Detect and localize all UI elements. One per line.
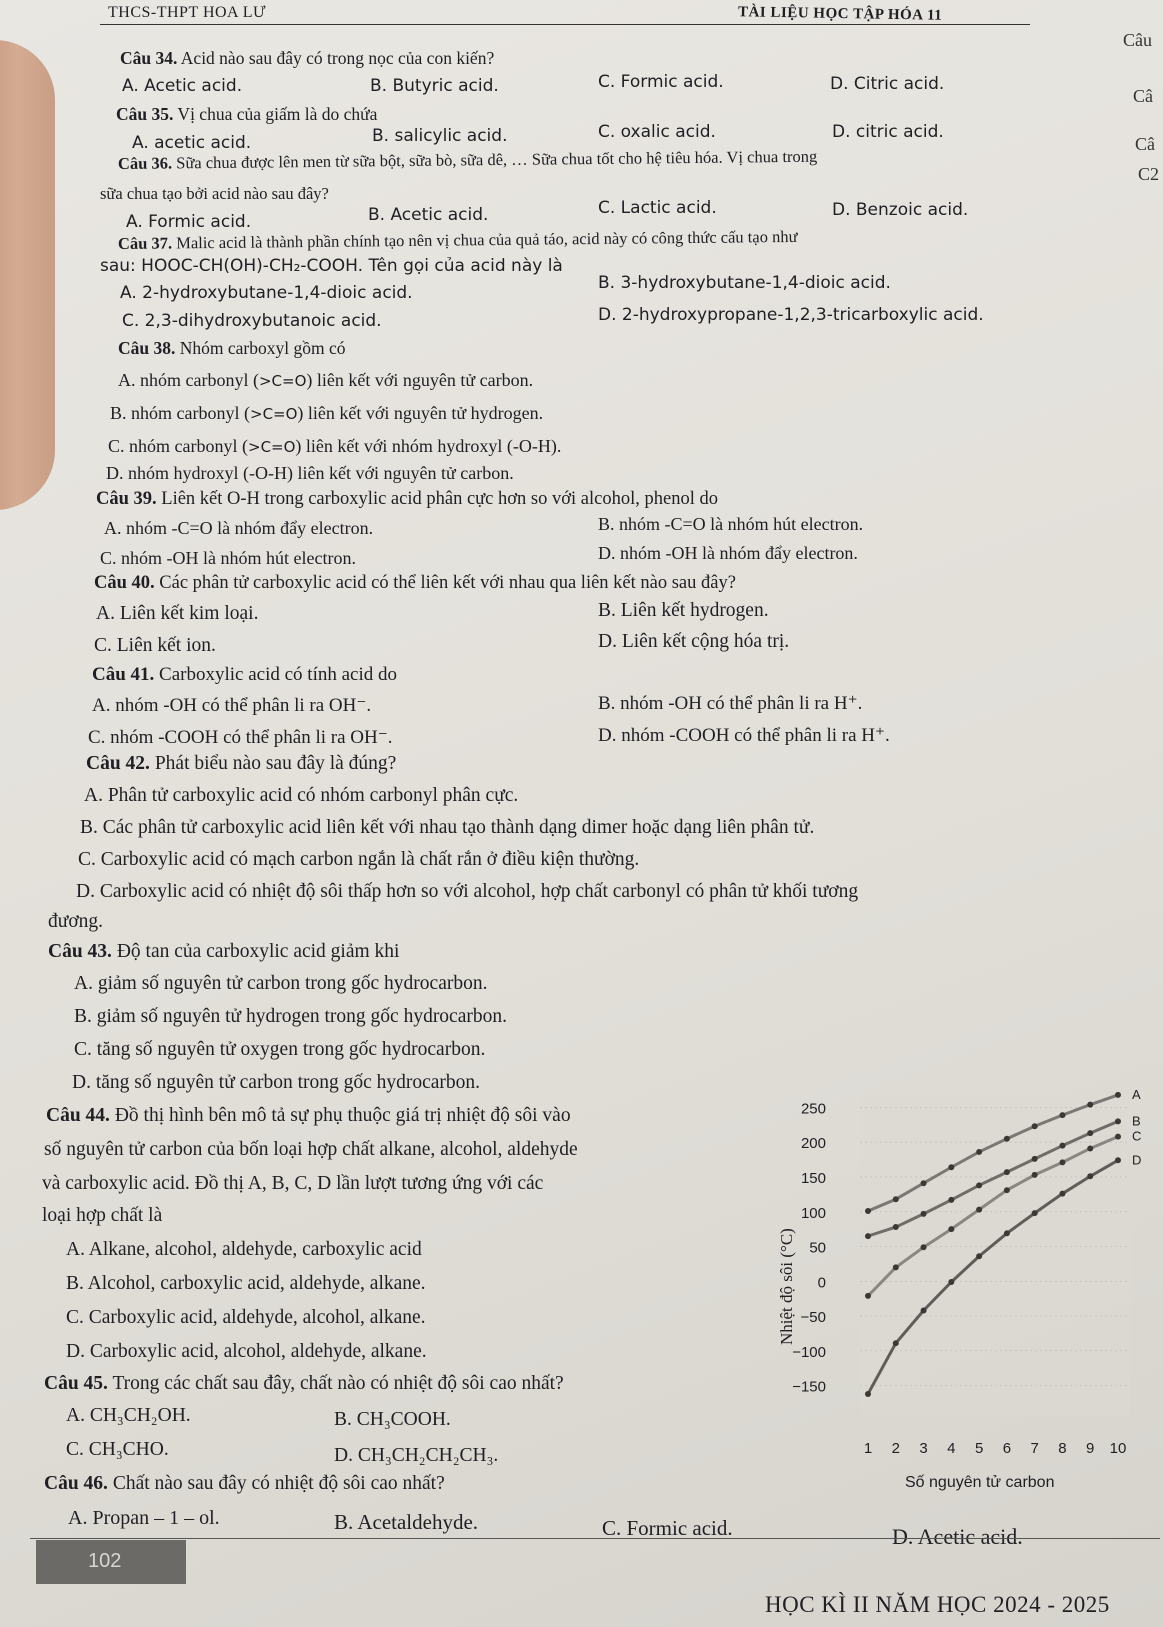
data-point-A bbox=[1004, 1136, 1010, 1142]
x-tick-label: 4 bbox=[947, 1440, 956, 1457]
option-46a: A. Propan – 1 – ol. bbox=[68, 1507, 220, 1529]
option-37c: C. 2,3-dihydroxybutanoic acid. bbox=[122, 311, 382, 331]
y-tick-label: 100 bbox=[800, 1204, 826, 1222]
option-35c: C. oxalic acid. bbox=[598, 122, 716, 142]
option-44a: A. Alkane, alcohol, aldehyde, carboxylic acid bbox=[66, 1239, 422, 1260]
option-40d: D. Liên kết cộng hóa trị. bbox=[598, 631, 790, 652]
data-point-A bbox=[865, 1208, 871, 1214]
option-34d: D. Citric acid. bbox=[830, 74, 945, 94]
data-point-B bbox=[1059, 1143, 1065, 1149]
option-42a: A. Phân tử carboxylic acid có nhóm carbonyl phân cực. bbox=[84, 785, 519, 806]
option-40c: C. Liên kết ion. bbox=[94, 635, 216, 656]
question-37-cont: sau: HOOC-CH(OH)-CH₂-COOH. Tên gọi của acid này là bbox=[100, 256, 563, 276]
series-label-A: A bbox=[1132, 1086, 1141, 1102]
option-38b: B. nhóm carbonyl (>C=O) liên kết với nguyên tử hydrogen. bbox=[110, 403, 544, 423]
data-point-B bbox=[948, 1197, 954, 1203]
x-tick-label: 8 bbox=[1058, 1440, 1067, 1457]
option-36a: A. Formic acid. bbox=[126, 212, 252, 232]
option-41a: A. nhóm -OH có thể phân li ra OH⁻. bbox=[92, 695, 372, 716]
data-point-A bbox=[948, 1164, 954, 1170]
option-46d: D. Acetic acid. bbox=[892, 1524, 1023, 1549]
series-label-D: D bbox=[1132, 1152, 1142, 1168]
data-point-B bbox=[893, 1224, 899, 1230]
option-43d: D. tăng số nguyên tử carbon trong gốc hydrocarbon. bbox=[72, 1072, 481, 1093]
data-point-D bbox=[1087, 1173, 1093, 1179]
x-tick-label: 6 bbox=[1002, 1440, 1012, 1457]
option-41d: D. nhóm -COOH có thể phân li ra H⁺. bbox=[598, 725, 890, 746]
option-36c: C. Lactic acid. bbox=[598, 198, 717, 218]
option-40a: A. Liên kết kim loại. bbox=[96, 603, 259, 624]
option-45a: A. CH₃CH₂OH. bbox=[66, 1405, 191, 1426]
option-34a: A. Acetic acid. bbox=[122, 76, 243, 96]
data-point-D bbox=[1032, 1210, 1038, 1216]
option-37d: D. 2-hydroxypropane-1,2,3-tricarboxylic acid. bbox=[598, 305, 984, 325]
question-44-cont: số nguyên tử carbon của bốn loại hợp chất alkane, alcohol, aldehyde bbox=[44, 1139, 578, 1160]
data-point-C bbox=[893, 1264, 899, 1270]
data-point-C bbox=[1032, 1172, 1038, 1178]
data-point-A bbox=[1087, 1102, 1093, 1108]
y-tick-label: 0 bbox=[817, 1274, 826, 1292]
data-point-B bbox=[1032, 1156, 1038, 1162]
question-40: Câu 40. Các phân tử carboxylic acid có thể liên kết với nhau qua liên kết nào sau đây? bbox=[94, 573, 736, 593]
option-41c: C. nhóm -COOH có thể phân li ra OH⁻. bbox=[88, 727, 393, 748]
data-point-C bbox=[976, 1207, 982, 1213]
option-35d: D. citric acid. bbox=[832, 122, 944, 142]
data-point-B bbox=[1115, 1118, 1121, 1124]
data-point-D bbox=[976, 1253, 982, 1259]
data-point-A bbox=[893, 1196, 899, 1202]
option-39a: A. nhóm -C=O là nhóm đẩy electron. bbox=[104, 518, 374, 538]
option-45b: B. CH₃COOH. bbox=[334, 1409, 451, 1430]
question-44-cont: loại hợp chất là bbox=[42, 1205, 163, 1226]
y-tick-label: −150 bbox=[792, 1378, 826, 1396]
option-44b: B. Alcohol, carboxylic acid, aldehyde, alkane. bbox=[66, 1273, 426, 1294]
data-point-C bbox=[1115, 1134, 1121, 1140]
x-tick-label: 1 bbox=[863, 1440, 873, 1457]
data-point-C bbox=[1004, 1187, 1010, 1193]
y-tick-label: −100 bbox=[792, 1343, 826, 1361]
y-tick-label: 150 bbox=[800, 1169, 826, 1187]
y-tick-label: −50 bbox=[800, 1309, 826, 1327]
option-41b: B. nhóm -OH có thể phân li ra H⁺. bbox=[598, 693, 863, 714]
option-39b: B. nhóm -C=O là nhóm hút electron. bbox=[598, 514, 864, 534]
carbonyl-symbol: >C=O bbox=[258, 372, 307, 390]
margin-fragment: Câu bbox=[1123, 30, 1152, 50]
option-46c: C. Formic acid. bbox=[602, 1516, 733, 1540]
carbonyl-symbol: >C=O bbox=[247, 438, 296, 456]
x-tick-label: 10 bbox=[1109, 1440, 1127, 1457]
boiling-point-chart bbox=[777, 1085, 1160, 1491]
question-45: Câu 45. Trong các chất sau đây, chất nào có nhiệt độ sôi cao nhất? bbox=[44, 1373, 564, 1394]
option-44d: D. Carboxylic acid, alcohol, aldehyde, alkane. bbox=[66, 1341, 427, 1362]
option-40b: B. Liên kết hydrogen. bbox=[598, 600, 769, 621]
data-point-B bbox=[921, 1211, 927, 1217]
x-tick-label: 2 bbox=[891, 1440, 900, 1457]
data-point-B bbox=[976, 1182, 982, 1188]
option-38d: D. nhóm hydroxyl (-O-H) liên kết với nguyên tử carbon. bbox=[106, 463, 514, 483]
series-label-C: C bbox=[1132, 1128, 1142, 1144]
option-43a: A. giảm số nguyên tử carbon trong gốc hydrocarbon. bbox=[74, 973, 488, 994]
data-point-D bbox=[1004, 1230, 1010, 1236]
question-36-cont: sữa chua tạo bởi acid nào sau đây? bbox=[100, 184, 329, 203]
option-43c: C. tăng số nguyên tử oxygen trong gốc hydrocarbon. bbox=[74, 1039, 486, 1060]
question-42: Câu 42. Phát biểu nào sau đây là đúng? bbox=[86, 753, 397, 774]
data-point-A bbox=[1059, 1112, 1065, 1118]
finger-shadow bbox=[0, 40, 55, 510]
option-35a: A. acetic acid. bbox=[132, 133, 252, 153]
y-tick-label: 50 bbox=[809, 1239, 826, 1257]
x-tick-label: 3 bbox=[919, 1440, 928, 1457]
data-point-C bbox=[948, 1226, 954, 1232]
option-35b: B. salicylic acid. bbox=[372, 126, 508, 146]
x-axis-label: Số nguyên tử carbon bbox=[905, 1474, 1055, 1491]
margin-fragment: Câ bbox=[1133, 86, 1153, 106]
question-38: Câu 38. Nhóm carboxyl gồm có bbox=[118, 338, 346, 358]
option-43b: B. giảm số nguyên tử hydrogen trong gốc hydrocarbon. bbox=[74, 1006, 507, 1027]
page-number-badge bbox=[36, 1540, 186, 1584]
question-46: Câu 46. Chất nào sau đây có nhiệt độ sôi cao nhất? bbox=[44, 1473, 445, 1494]
document-title: TÀI LIỆU HỌC TẬP HÓA 11 bbox=[737, 4, 943, 24]
option-36b: B. Acetic acid. bbox=[368, 205, 489, 225]
data-point-B bbox=[865, 1233, 871, 1239]
option-45d: D. CH₃CH₂CH₂CH₃. bbox=[334, 1445, 499, 1466]
option-42d-cont: đương. bbox=[48, 911, 104, 932]
option-42c: C. Carboxylic acid có mạch carbon ngắn là chất rắn ở điều kiện thường. bbox=[78, 849, 640, 870]
data-point-D bbox=[1115, 1157, 1121, 1163]
option-37b: B. 3-hydroxybutane-1,4-dioic acid. bbox=[598, 273, 891, 293]
data-point-A bbox=[921, 1180, 927, 1186]
question-43: Câu 43. Độ tan của carboxylic acid giảm khi bbox=[48, 941, 400, 962]
x-tick-label: 7 bbox=[1030, 1440, 1039, 1457]
option-45c: C. CH₃CHO. bbox=[66, 1439, 169, 1460]
page-header bbox=[0, 2, 1163, 28]
data-point-C bbox=[1059, 1159, 1065, 1165]
option-44c: C. Carboxylic acid, aldehyde, alcohol, alkane. bbox=[66, 1307, 426, 1328]
option-39d: D. nhóm -OH là nhóm đẩy electron. bbox=[598, 543, 858, 563]
option-46b: B. Acetaldehyde. bbox=[334, 1510, 479, 1534]
question-36: Câu 36. Sữa chua được lên men từ sữa bột, sữa bò, sữa dê, … Sữa chua tốt cho hệ tiêu hóa. Vị chua trong bbox=[117, 146, 818, 173]
footer-title: HỌC KÌ II NĂM HỌC 2024 - 2025 bbox=[765, 1592, 1110, 1617]
page-number: 102 bbox=[88, 1550, 122, 1572]
question-41: Câu 41. Carboxylic acid có tính acid do bbox=[92, 664, 398, 685]
data-point-C bbox=[865, 1293, 871, 1299]
data-point-D bbox=[1059, 1191, 1065, 1197]
data-point-A bbox=[976, 1149, 982, 1155]
option-38c: C. nhóm carbonyl (>C=O) liên kết với nhóm hydroxyl (-O-H). bbox=[108, 436, 562, 456]
data-point-D bbox=[865, 1391, 871, 1397]
y-tick-label: 200 bbox=[800, 1135, 826, 1153]
option-42b: B. Các phân tử carboxylic acid liên kết với nhau tạo thành dạng dimer hoặc dạng liên phân tử. bbox=[80, 817, 815, 838]
option-37a: A. 2-hydroxybutane-1,4-dioic acid. bbox=[120, 283, 413, 303]
footer-divider bbox=[30, 1538, 1160, 1539]
data-point-D bbox=[948, 1279, 954, 1285]
question-35: Câu 35. Vị chua của giấm là do chứa bbox=[116, 104, 378, 124]
data-point-A bbox=[1032, 1123, 1038, 1129]
data-point-D bbox=[893, 1340, 899, 1346]
margin-fragment: Câ bbox=[1135, 134, 1155, 154]
option-36d: D. Benzoic acid. bbox=[832, 200, 969, 220]
x-tick-label: 9 bbox=[1086, 1440, 1095, 1457]
data-point-A bbox=[1115, 1092, 1121, 1098]
option-42d: D. Carboxylic acid có nhiệt độ sôi thấp hơn so với alcohol, hợp chất carbonyl có phân tử khối tương bbox=[76, 881, 859, 902]
header-divider bbox=[100, 24, 1030, 25]
data-point-C bbox=[1087, 1145, 1093, 1151]
question-44: Câu 44. Đồ thị hình bên mô tả sự phụ thuộc giá trị nhiệt độ sôi vào bbox=[46, 1105, 571, 1126]
data-point-D bbox=[921, 1308, 927, 1314]
question-39: Câu 39. Liên kết O-H trong carboxylic acid phân cực hơn so với alcohol, phenol do bbox=[96, 489, 718, 509]
y-tick-label: 250 bbox=[800, 1100, 826, 1118]
option-38a: A. nhóm carbonyl (>C=O) liên kết với nguyên tử carbon. bbox=[118, 370, 534, 390]
x-tick-label: 5 bbox=[974, 1440, 984, 1457]
option-34c: C. Formic acid. bbox=[598, 72, 724, 92]
data-point-B bbox=[1004, 1169, 1010, 1175]
school-name: THCS-THPT HOA LƯ bbox=[108, 4, 266, 21]
question-34: Câu 34. Acid nào sau đây có trong nọc của con kiến? bbox=[120, 48, 495, 68]
question-37: Câu 37. Malic acid là thành phần chính tạo nên vị chua của quả táo, acid này có công thức cấu tạo như bbox=[117, 226, 798, 253]
data-point-C bbox=[921, 1244, 927, 1250]
option-39c: C. nhóm -OH là nhóm hút electron. bbox=[100, 548, 356, 568]
carbonyl-symbol: >C=O bbox=[249, 405, 298, 423]
option-34b: B. Butyric acid. bbox=[370, 76, 499, 96]
series-label-B: B bbox=[1132, 1113, 1141, 1129]
y-axis-label: Nhiệt độ sôi (°C) bbox=[777, 1228, 796, 1345]
margin-fragment: C2 bbox=[1138, 164, 1160, 184]
question-44-cont: và carboxylic acid. Đồ thị A, B, C, D lần lượt tương ứng với các bbox=[42, 1173, 544, 1194]
data-point-B bbox=[1087, 1130, 1093, 1136]
